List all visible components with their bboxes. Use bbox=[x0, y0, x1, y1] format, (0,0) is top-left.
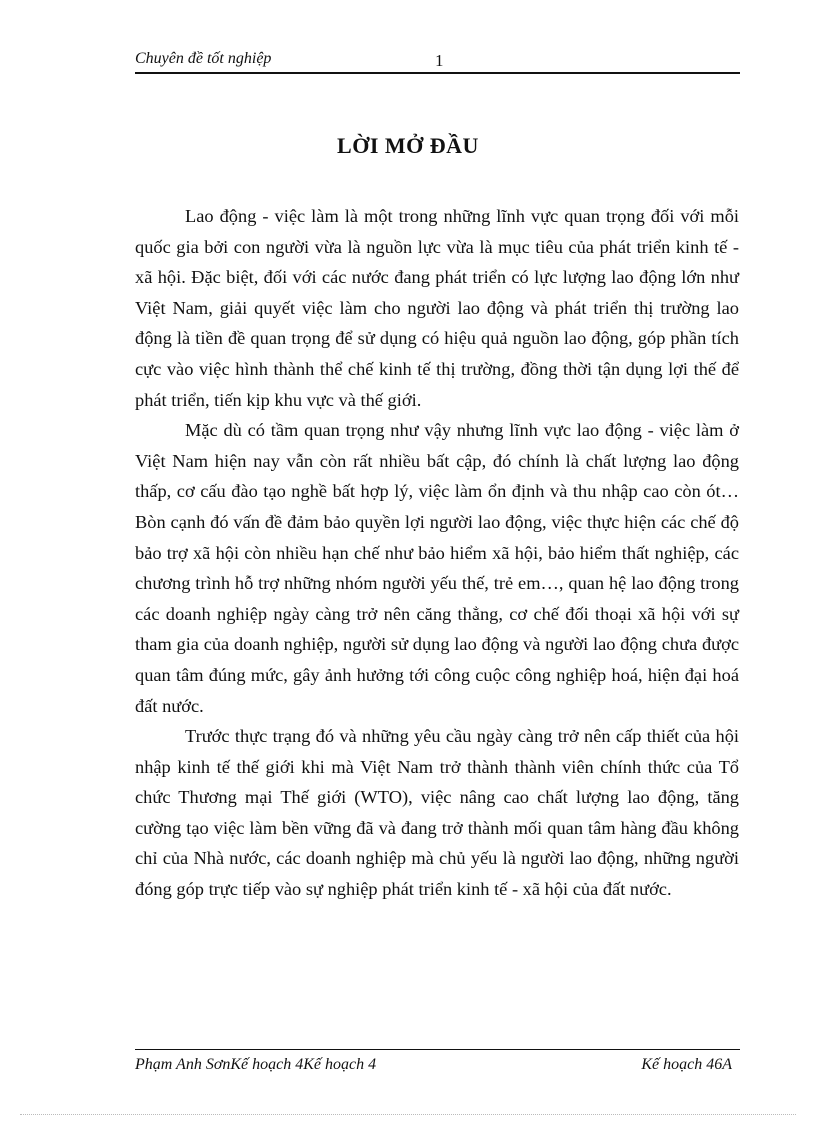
footer-author-class: Phạm Anh SơnKế hoạch 4Kế hoạch 4 bbox=[135, 1056, 377, 1073]
body-text bbox=[135, 201, 739, 905]
paragraph: Trước thực trạng đó và những yêu cầu ngày càng trở nên cấp thiết của hội nhập kinh tế thế giới khi mà Việt Nam trở thành thành viên chính thức của Tổ chức Thương mại Thế giới (WTO), việc nâng cao chất lượng lao động, tăng cường tạo việc làm bền vững đã và đang trở thành mối quan tâm hàng đầu không chỉ của Nhà nước, các doanh nghiệp mà chủ yếu là người lao động, những người đóng góp trực tiếp vào sự nghiệp phát triển kinh tế - xã hội của đất nước. bbox=[135, 726, 739, 900]
page-bottom-divider bbox=[20, 1114, 796, 1115]
paragraph: Lao động - việc làm là một trong những lĩnh vực quan trọng đối với mỗi quốc gia bởi con người vừa là nguồn lực vừa là mục tiêu của phát triển kinh tế - xã hội. Đặc biệt, đối với các nước đang phát triển có lực lượng lao động lớn như Việt Nam, giải quyết việc làm cho người lao động và phát triển thị trường lao động là tiền đề quan trọng để sử dụng có hiệu quả nguồn lao động, góp phần tích cực vào việc hình thành thể chế kinh tế thị trường, đồng thời tận dụng lợi thế để phát triển, tiến kịp khu vực và thế giới. bbox=[135, 206, 739, 410]
page-title: LỜI MỞ ĐẦU bbox=[337, 133, 479, 158]
footer-class-code: Kế hoạch 46A bbox=[641, 1056, 732, 1073]
page-number: 1 bbox=[435, 51, 444, 70]
paragraph: Mặc dù có tầm quan trọng như vậy nhưng lĩnh vực lao động - việc làm ở Việt Nam hiện nay vẫn còn rất nhiều bất cập, đó chính là chất lượng lao động thấp, cơ cấu đào tạo nghề bất hợp lý, việc làm ổn định và thu nhập cao còn ót…Bòn cạnh đó vấn đề đảm bảo quyền lợi người lao động, việc thực hiện các chế độ bảo trợ xã hội còn nhiều hạn chế như bảo hiểm xã hội, bảo hiểm thất nghiệp, các chương trình hỗ trợ những nhóm người yếu thế, trẻ em…, quan hệ lao động trong các doanh nghiệp ngày càng trở nên căng thẳng, cơ chế đối thoại xã hội với sự tham gia của doanh nghiệp, người sử dụng lao động và người lao động chưa được quan tâm đúng mức, gây ảnh hưởng tới công cuộc công nghiệp hoá, hiện đại hoá đất nước. bbox=[135, 420, 739, 716]
page-footer bbox=[135, 1049, 740, 1076]
header-section-title: Chuyên đề tốt nghiệp bbox=[135, 50, 272, 67]
page-header bbox=[135, 46, 740, 74]
